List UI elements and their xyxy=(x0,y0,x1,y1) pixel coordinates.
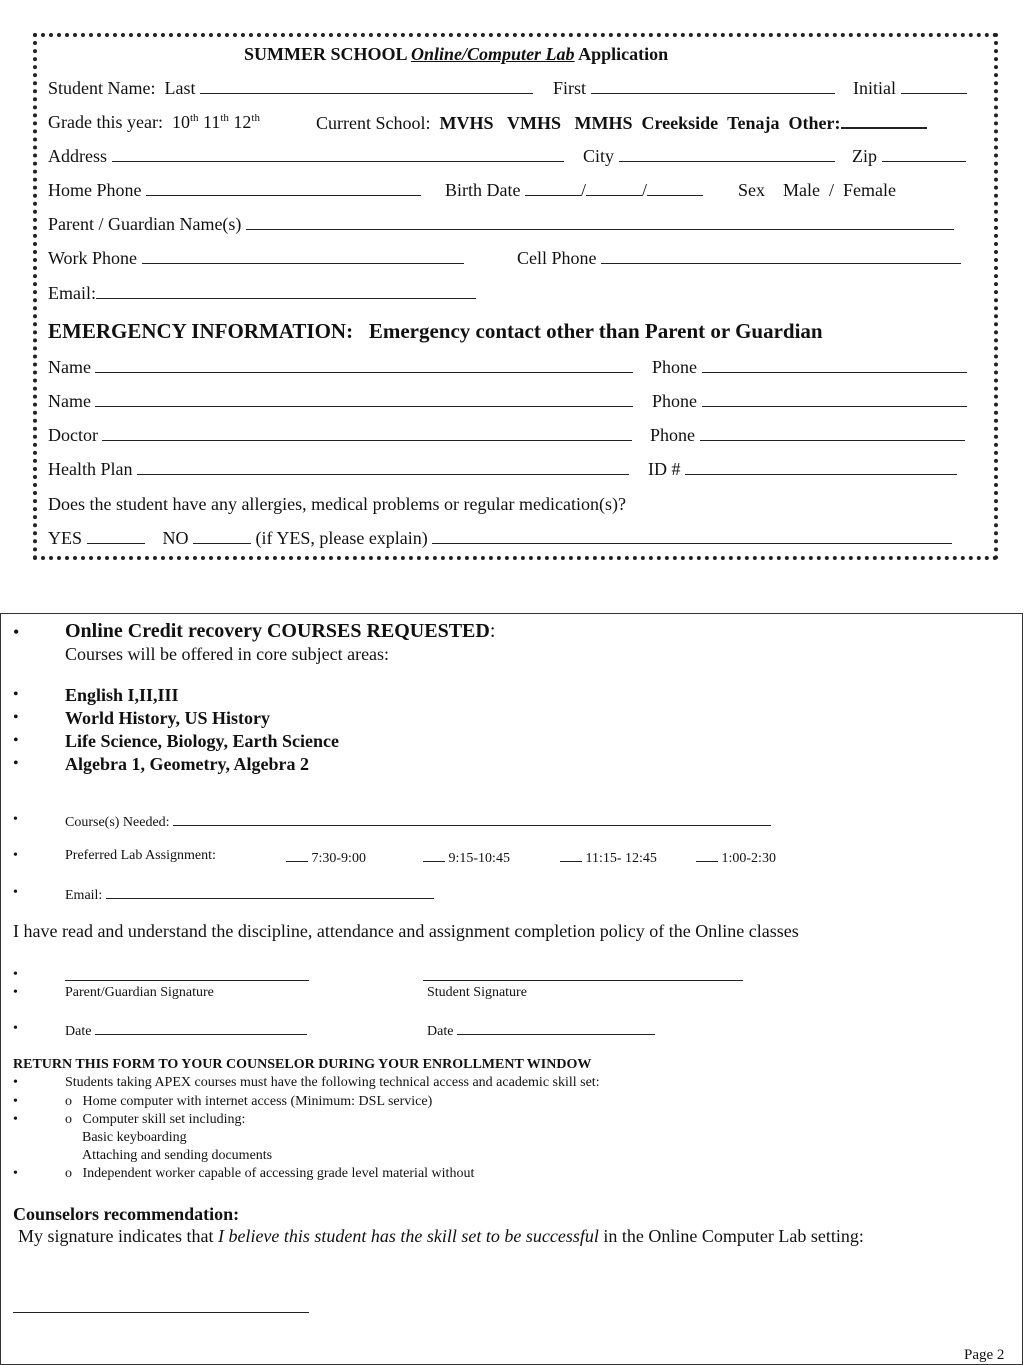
last-label: Last xyxy=(164,78,196,98)
current-school-label: Current School: xyxy=(316,113,431,133)
grade-label: Grade this year: xyxy=(48,112,163,132)
health-plan-field[interactable] xyxy=(137,458,629,475)
date-label: Date xyxy=(65,1024,92,1039)
home-phone-row xyxy=(48,179,421,201)
phone-label: Phone xyxy=(652,391,697,411)
no-label: NO xyxy=(162,528,189,548)
bullet: • xyxy=(13,622,20,642)
courses-needed-row xyxy=(65,811,771,832)
course-math: Algebra 1, Geometry, Algebra 2 xyxy=(65,754,309,774)
birth-day-field[interactable] xyxy=(586,179,642,196)
grade-10-option[interactable]: 10th xyxy=(171,112,199,132)
requirements-intro: Students taking APEX courses must have the following technical access and academic skill set: xyxy=(65,1075,600,1090)
courses-title: Online Credit recovery COURSES REQUESTED xyxy=(65,620,490,642)
first-name-field[interactable] xyxy=(591,77,835,94)
course-email-field[interactable] xyxy=(106,884,434,899)
last-name-field[interactable] xyxy=(200,77,533,94)
sex-row xyxy=(738,179,896,201)
emergency-name-2-row xyxy=(48,390,633,412)
grade-row xyxy=(48,111,260,133)
doctor-phone-row xyxy=(650,424,965,446)
initial-label: Initial xyxy=(853,78,896,98)
parent-signature-line[interactable] xyxy=(65,980,309,981)
address-field[interactable] xyxy=(112,145,564,162)
courses-needed-label: Course(s) Needed: xyxy=(65,815,170,830)
zip-row xyxy=(852,145,966,167)
other-school-field[interactable] xyxy=(841,111,927,129)
requirement-computer-skills: o Computer skill set including: xyxy=(65,1112,246,1127)
requirement-keyboarding: Basic keyboarding xyxy=(82,1130,187,1145)
city-label: City xyxy=(583,146,615,166)
parent-signature-label: Parent/Guardian Signature xyxy=(65,985,214,1000)
emergency-title: EMERGENCY INFORMATION: xyxy=(48,319,354,343)
home-phone-field[interactable] xyxy=(146,179,421,196)
counselor-statement: My signature indicates that I believe this student has the skill set to be successful in the Online Computer Lab setting: xyxy=(18,1226,864,1246)
allergy-question: Does the student have any allergies, medical problems or regular medication(s)? xyxy=(48,494,626,514)
email-field[interactable] xyxy=(96,282,476,299)
course-history: World History, US History xyxy=(65,708,271,728)
explain-field[interactable] xyxy=(432,527,952,544)
counselor-heading: Counselors recommendation: xyxy=(13,1204,240,1224)
emergency-heading xyxy=(48,318,823,344)
first-name-row xyxy=(553,77,835,99)
sex-label: Sex xyxy=(738,180,765,200)
parent-date-field[interactable] xyxy=(95,1020,307,1035)
lab-assignment-label: Preferred Lab Assignment: xyxy=(65,848,216,863)
form-title xyxy=(244,43,668,65)
zip-field[interactable] xyxy=(882,145,966,162)
home-phone-label: Home Phone xyxy=(48,180,142,200)
school-option-tenaja[interactable]: Tenaja xyxy=(727,113,780,133)
doctor-label: Doctor xyxy=(48,425,98,445)
courses-heading: Online Credit recovery COURSES REQUESTED: xyxy=(65,620,496,642)
email-row xyxy=(48,282,476,304)
phone-label: Phone xyxy=(652,357,697,377)
courses-subheading: Courses will be offered in core subject areas: xyxy=(65,644,390,664)
yes-label: YES xyxy=(48,528,83,548)
date-label: Date xyxy=(427,1024,454,1039)
address-row xyxy=(48,145,564,167)
emergency-name-1-row xyxy=(48,356,633,378)
lab-option-3[interactable]: 11:15- 12:45 xyxy=(560,847,657,868)
health-id-row xyxy=(648,458,957,480)
health-plan-label: Health Plan xyxy=(48,459,133,479)
cell-phone-label: Cell Phone xyxy=(517,248,597,268)
city-row xyxy=(583,145,835,167)
school-option-mvhs[interactable]: MVHS xyxy=(439,113,494,133)
course-email-label: Email: xyxy=(65,888,103,903)
work-phone-label: Work Phone xyxy=(48,248,138,268)
return-notice: RETURN THIS FORM TO YOUR COUNSELOR DURING YOUR ENROLLMENT WINDOW xyxy=(13,1057,592,1072)
course-science: Life Science, Biology, Earth Science xyxy=(65,731,339,751)
birth-date-label: Birth Date xyxy=(445,180,521,200)
parent-row xyxy=(48,213,954,235)
initial-row xyxy=(853,77,967,99)
counselor-signature-line[interactable] xyxy=(13,1312,309,1313)
birth-year-field[interactable] xyxy=(647,179,703,196)
city-field[interactable] xyxy=(619,145,835,162)
emergency-subtitle: Emergency contact other than Parent or Guardian xyxy=(368,319,823,343)
page-number: Page 2 xyxy=(964,1347,1005,1363)
doctor-phone-field[interactable] xyxy=(700,424,965,441)
course-english: English I,II,III xyxy=(65,685,179,705)
course-email-row xyxy=(65,884,434,905)
student-name-label: Student Name: xyxy=(48,78,156,98)
sex-options[interactable]: Male / Female xyxy=(783,180,896,200)
explain-label: (if YES, please explain) xyxy=(255,528,428,548)
health-id-field[interactable] xyxy=(685,458,957,475)
student-date-field[interactable] xyxy=(457,1020,655,1035)
birth-month-field[interactable] xyxy=(525,179,581,196)
student-date-row xyxy=(427,1020,655,1041)
policy-statement: I have read and understand the discipline, attendance and assignment completion policy of the Online classes xyxy=(13,921,799,941)
title-text: SUMMER SCHOOL xyxy=(244,44,407,64)
student-signature-label: Student Signature xyxy=(427,985,527,1000)
grade-12-option[interactable]: 12th xyxy=(233,112,260,132)
cell-phone-row xyxy=(517,247,961,269)
title-emphasis: Online/Computer Lab xyxy=(411,44,575,64)
no-field[interactable] xyxy=(193,527,251,544)
lab-option-2[interactable]: 9:15-10:45 xyxy=(423,847,510,868)
emergency-phone-2-field[interactable] xyxy=(702,390,967,407)
health-plan-row xyxy=(48,458,629,480)
school-option-mmhs[interactable]: MMHS xyxy=(574,113,633,133)
parent-date-row xyxy=(65,1020,307,1041)
school-option-vmhs[interactable]: VMHS xyxy=(507,113,561,133)
doctor-row xyxy=(48,424,632,446)
allergy-answer-row xyxy=(48,527,952,549)
name-label: Name xyxy=(48,391,91,411)
student-signature-line[interactable] xyxy=(423,980,743,981)
doctor-field[interactable] xyxy=(102,424,632,441)
zip-label: Zip xyxy=(852,146,877,166)
name-label: Name xyxy=(48,357,91,377)
initial-field[interactable] xyxy=(901,77,967,94)
emergency-name-1-field[interactable] xyxy=(95,356,633,373)
requirement-independent: o Independent worker capable of accessing grade level material without xyxy=(65,1166,475,1181)
current-school-row xyxy=(316,111,927,134)
birth-date-row: Birth Date / / xyxy=(445,179,703,201)
parent-name-field[interactable] xyxy=(246,213,954,230)
first-label: First xyxy=(553,78,587,98)
requirement-home-computer: o Home computer with internet access (Minimum: DSL service) xyxy=(65,1094,433,1109)
student-name-row xyxy=(48,77,533,99)
parent-label: Parent / Guardian Name(s) xyxy=(48,214,242,234)
school-option-other[interactable]: Other: xyxy=(788,113,841,133)
title-suffix: Application xyxy=(578,44,669,64)
lab-option-1[interactable]: 7:30-9:00 xyxy=(286,847,366,868)
address-label: Address xyxy=(48,146,107,166)
id-label: ID # xyxy=(648,459,681,479)
cell-phone-field[interactable] xyxy=(601,247,961,264)
emergency-phone-2-row xyxy=(652,390,967,412)
requirement-attaching: Attaching and sending documents xyxy=(82,1148,273,1163)
school-option-creekside[interactable]: Creekside xyxy=(641,113,719,133)
emergency-phone-1-field[interactable] xyxy=(702,356,967,373)
emergency-phone-1-row xyxy=(652,356,967,378)
courses-needed-field[interactable] xyxy=(173,811,771,826)
email-label: Email: xyxy=(48,283,96,303)
yes-field[interactable] xyxy=(87,527,145,544)
emergency-name-2-field[interactable] xyxy=(95,390,633,407)
grade-11-option[interactable]: 11th xyxy=(203,112,229,132)
work-phone-row xyxy=(48,247,464,269)
lab-option-4[interactable]: 1:00-2:30 xyxy=(696,847,776,868)
work-phone-field[interactable] xyxy=(142,247,464,264)
phone-label: Phone xyxy=(650,425,695,445)
